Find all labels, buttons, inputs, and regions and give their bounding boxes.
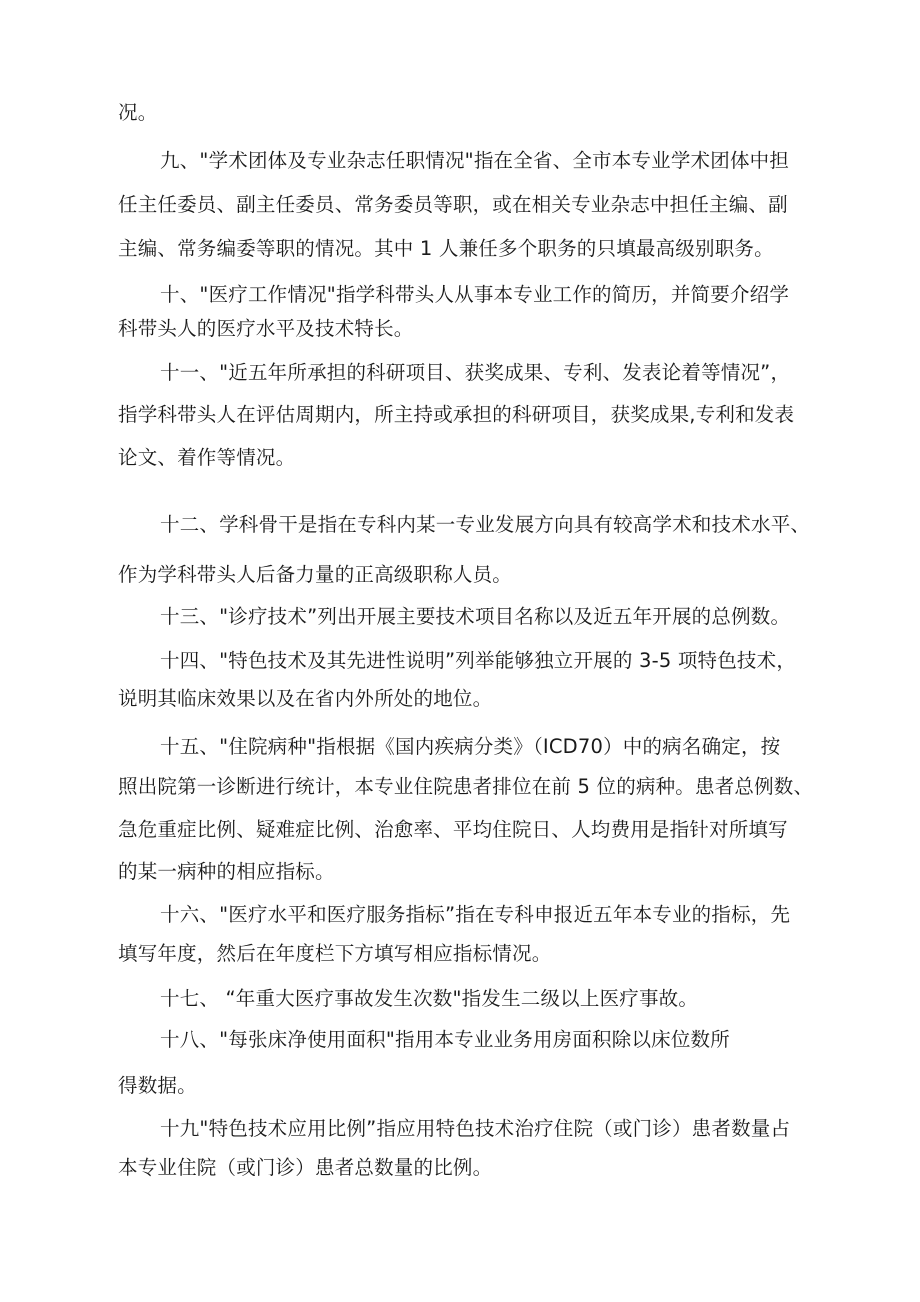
text-line: 况。: [118, 101, 158, 124]
text-line: 十八、"每张床净使用面积"指用本专业业务用房面积除以床位数所: [160, 1028, 730, 1051]
text-line: 得数据。: [118, 1074, 197, 1097]
text-line: 指学科带头人在评估周期内，所主持或承担的科研项目，获奖成果,专利和发表: [118, 403, 795, 426]
text-line: 十九"特色技术应用比例”指应用特色技术治疗住院（或门诊）患者数量占: [160, 1117, 791, 1140]
text-line: 科带头人的医疗水平及技术特长。: [118, 317, 414, 340]
text-line: 十七、 “年重大医疗事故发生次数"指发生二级以上医疗事故。: [160, 987, 699, 1010]
text-line: 十四、"特色技术及其先进性说明”列举能够独立开展的 3-5 项特色技术，: [160, 649, 797, 672]
text-line: 照出院第一诊断进行统计，本专业住院患者排位在前 5 位的病种。患者总例数、: [118, 775, 814, 798]
text-line: 说明其临床效果以及在省内外所处的地位。: [118, 687, 493, 710]
text-line: 填写年度，然后在年度栏下方填写相应指标情况。: [118, 942, 552, 965]
text-line: 任主任委员、副主任委员、常务委员等职，或在相关专业杂志中担任主编、副: [118, 193, 788, 216]
text-line: 本专业住院（或门诊）患者总数量的比例。: [118, 1156, 493, 1179]
text-line: 十二、学科骨干是指在专科内某一专业发展方向具有较高学术和技术水平、: [160, 513, 811, 536]
text-line: 十五、"住院病种"指根据《国内疾病分类》（ICD70）中的病名确定，按: [160, 735, 781, 758]
text-line: 作为学科带头人后备力量的正高级职称人员。: [118, 563, 513, 586]
text-line: 论文、着作等情况。: [118, 446, 296, 469]
text-line: 十六、"医疗水平和医疗服务指标”指在专科申报近五年本专业的指标，先: [160, 903, 791, 926]
text-line: 的某一病种的相应指标。: [118, 860, 335, 883]
text-line: 急危重症比例、疑难症比例、治愈率、平均住院日、人均费用是指针对所填写: [118, 818, 788, 841]
text-line: 九、"学术团体及专业杂志任职情况"指在全省、全市本专业学术团体中担: [160, 149, 790, 172]
text-line: 十一、"近五年所承担的科研项目、获奖成果、专利、发表论着等情况”，: [160, 361, 791, 384]
text-line: 主编、常务编委等职的情况。其中 1 人兼任多个职务的只填最高级别职务。: [118, 237, 774, 260]
text-line: 十、"医疗工作情况"指学科带头人从事本专业工作的简历，并简要介绍学: [160, 283, 790, 306]
text-line: 十三、"诊疗技术”列出开展主要技术项目名称以及近五年开展的总例数。: [160, 605, 791, 628]
